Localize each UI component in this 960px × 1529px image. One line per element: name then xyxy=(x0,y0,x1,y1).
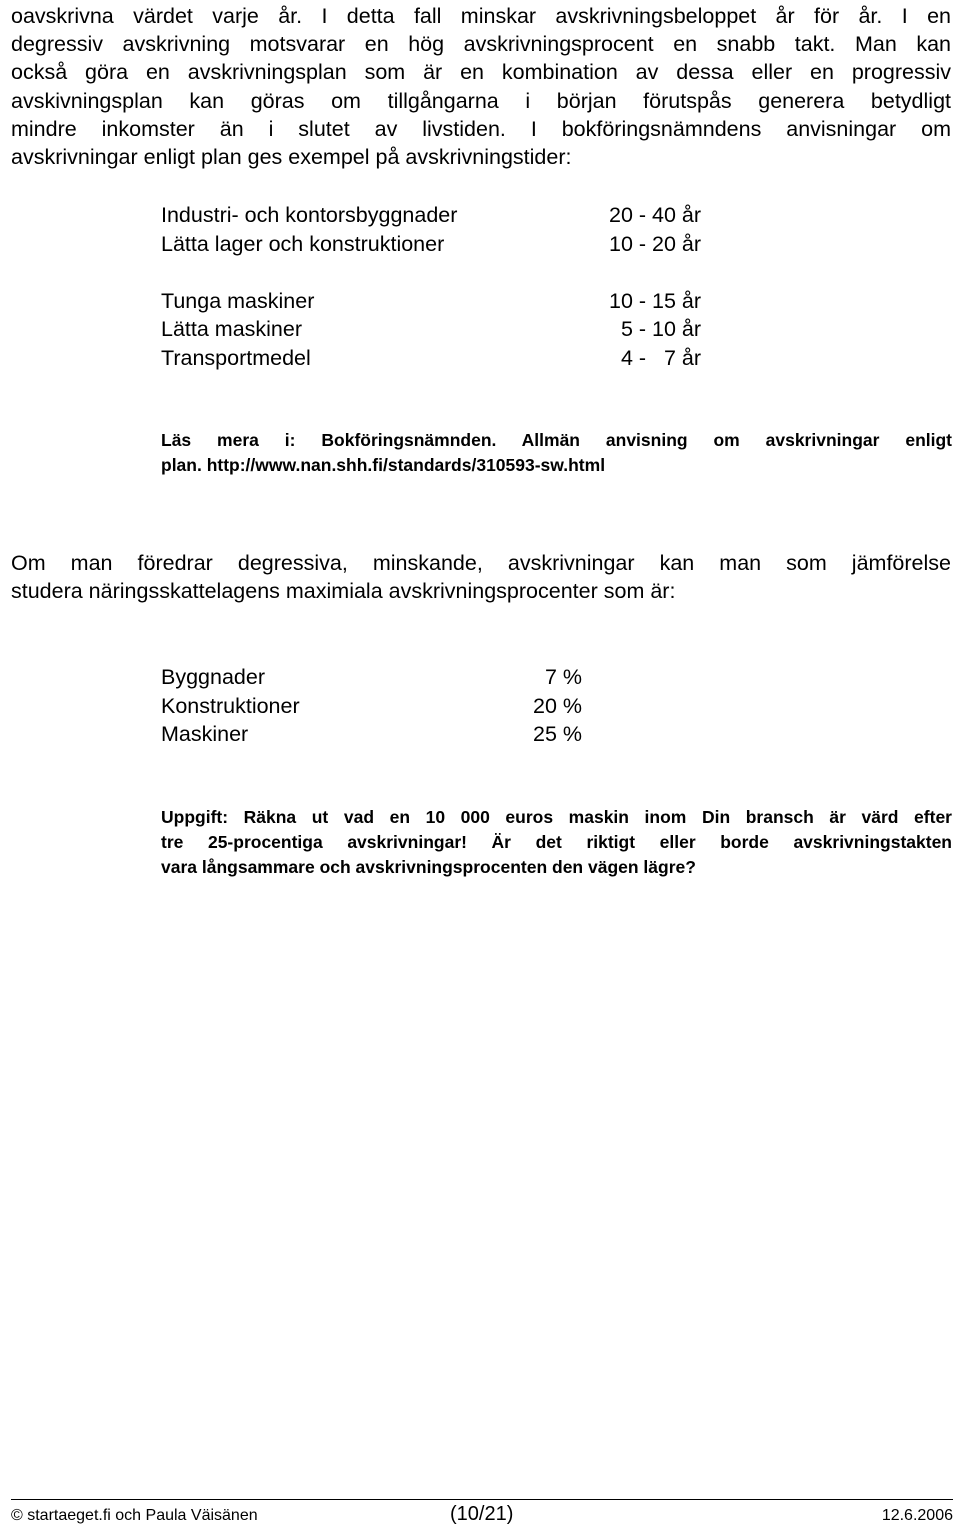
period-value: 10 - 20 år xyxy=(609,231,702,256)
asset-label: Lätta maskiner xyxy=(161,317,303,341)
asset-label: Industri- och kontorsbyggnader xyxy=(161,203,458,227)
period-value: 20 - 40 år xyxy=(609,203,702,227)
rate-value: 25 % xyxy=(533,722,583,746)
intro-paragraph xyxy=(11,2,951,171)
intro-line: avskrivningar enligt plan ges exempel på avskrivningstider: xyxy=(11,145,572,170)
read-more-line: Läs mera i: Bokföringsnämnden. Allmän anvisning om avskrivningar enligt xyxy=(161,430,952,450)
task-line: tre 25-procentiga avskrivningar! Är det riktigt eller borde avskrivningstakten xyxy=(161,832,952,852)
footer-date: 12.6.2006 xyxy=(881,1507,953,1524)
rate-value: 7 % xyxy=(533,665,582,689)
comparison-paragraph xyxy=(11,549,951,605)
page-number: (10/21) xyxy=(450,1503,514,1525)
period-value: 10 - 15 år xyxy=(609,288,702,313)
asset-label: Konstruktioner xyxy=(161,693,300,718)
task-note xyxy=(161,805,952,880)
asset-label: Transportmedel xyxy=(161,345,311,370)
footer-copyright: © startaeget.fi och Paula Väisänen xyxy=(11,1507,258,1524)
intro-line: degressiv avskrivning motsvarar en hög avskrivningsprocent en snabb takt. Man kan xyxy=(11,32,951,57)
task-line: Uppgift: Räkna ut vad en 10 000 euros maskin inom Din bransch är värd efter xyxy=(161,807,952,827)
period-value: 5 - 10 år xyxy=(609,317,702,341)
intro-line: mindre inkomster än i slutet av livstiden. I bokföringsnämndens anvisningar om xyxy=(11,116,951,141)
intro-line: oavskrivna värdet varje år. I detta fall minskar avskrivningsbeloppet år för år. I en xyxy=(11,4,951,28)
period-value: 4 - 7 år xyxy=(609,345,702,370)
comparison-line: Om man föredrar degressiva, minskande, avskrivningar kan man som jämförelse xyxy=(11,551,951,575)
footer-divider xyxy=(11,1499,953,1500)
task-line: vara långsammare och avskrivningsprocenten den vägen lägre? xyxy=(161,857,696,877)
read-more-note xyxy=(161,428,952,478)
asset-label: Lätta lager och konstruktioner xyxy=(161,231,445,256)
page-footer xyxy=(11,1503,953,1529)
read-more-line: plan. http://www.nan.shh.fi/standards/310593-sw.html xyxy=(161,455,606,475)
asset-label: Tunga maskiner xyxy=(161,288,315,313)
asset-label: Byggnader xyxy=(161,665,265,689)
comparison-line: studera näringsskattelagens maximiala avskrivningsprocenter som är: xyxy=(11,579,676,604)
asset-label: Maskiner xyxy=(161,722,249,746)
intro-line: avskivningsplan kan göras om tillgångarna i början förutspås generera betydligt xyxy=(11,88,951,113)
rate-value: 20 % xyxy=(533,693,583,718)
intro-line: också göra en avskrivningsplan som är en kombination av dessa eller en progressiv xyxy=(11,60,951,85)
